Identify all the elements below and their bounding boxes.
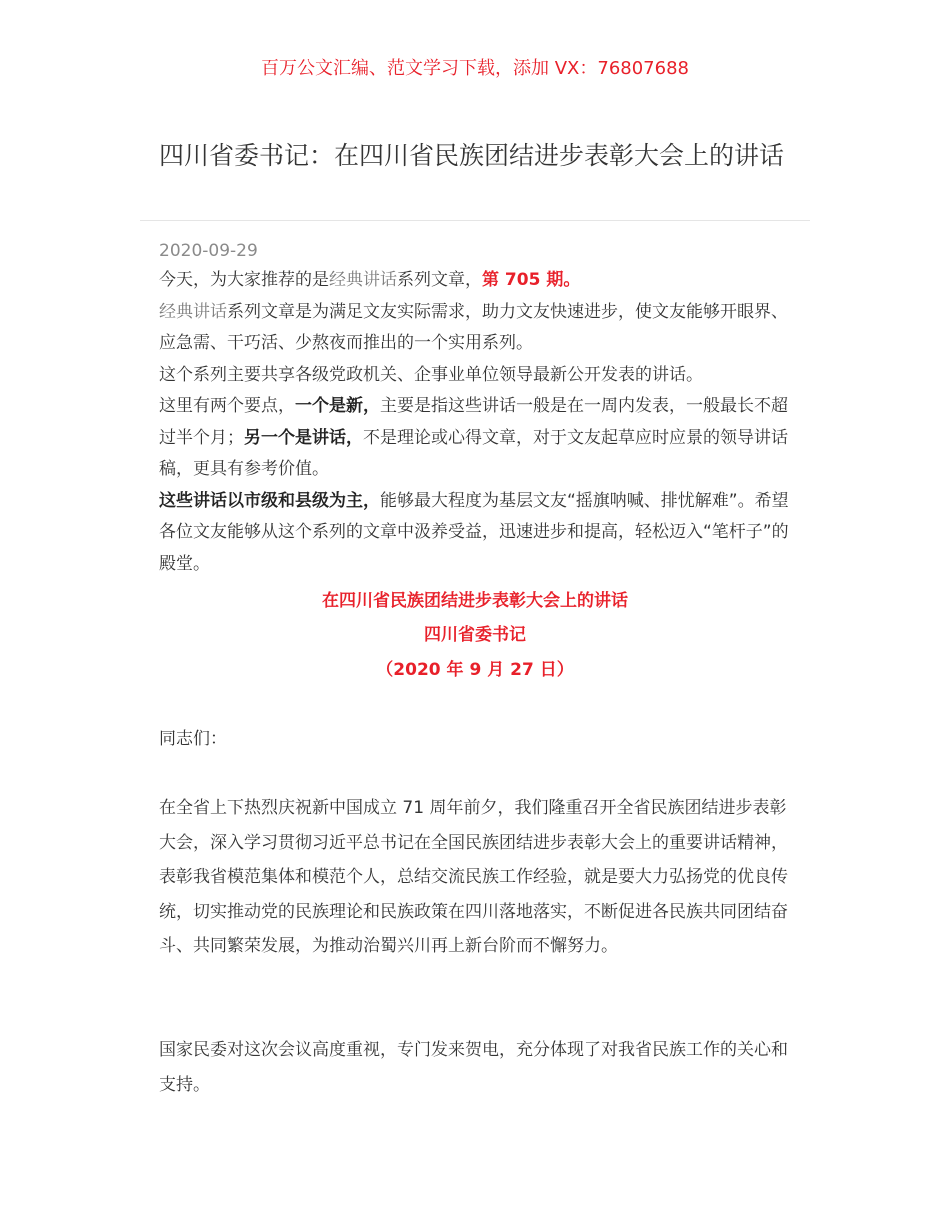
series-name: 经典讲话 — [159, 301, 227, 322]
article-date: 2020-09-29 — [159, 241, 258, 261]
key-point: 这些讲话以市级和县级为主， — [159, 490, 380, 511]
intro-paragraph — [159, 391, 799, 486]
series-name: 经典讲话 — [329, 270, 397, 290]
intro-text: 系列文章， — [397, 270, 482, 290]
intro-text: 主要是指这些讲话一般是在一周内发表，一般最长不超过半个月； — [159, 396, 788, 448]
key-point: 另一个是讲话， — [244, 427, 363, 448]
series-intro — [159, 265, 799, 580]
intro-text: 系列文章是为满足文友实际需求，助力文友快速进步，使文友能够开眼界、应急需、干巧活、少熬夜而推出的一个实用系列。 — [159, 301, 788, 353]
intro-paragraph — [159, 297, 799, 360]
key-point: 一个是新， — [295, 396, 380, 416]
intro-text: 不是理论或心得文章，对于文友起草应时应景的领导讲话稿，更具有参考价值。 — [159, 427, 788, 479]
intro-text: 能够最大程度为基层文友“摇旗呐喊、排忧解难”。希望各位文友能够从这个系列的文章中汲养受益，迅速进步和提高，轻松迈入“笔杆子”的殿堂。 — [159, 490, 789, 574]
article-title: 四川省委书记：在四川省民族团结进步表彰大会上的讲话 — [159, 141, 785, 170]
title-divider — [140, 220, 810, 221]
intro-paragraph — [159, 265, 799, 297]
intro-paragraph — [159, 486, 799, 581]
speech-title: 在四川省民族团结进步表彰大会上的讲话 — [322, 591, 628, 611]
speech-speaker: 四川省委书记 — [424, 625, 526, 645]
speech-paragraph: 在全省上下热烈庆祝新中国成立 71 周年前夕，我们隆重召开全省民族团结进步表彰大会，深入学习贯彻习近平总书记在全国民族团结进步表彰大会上的重要讲话精神，表彰我省模范集体和模范个人，总结交流民族工作经验，就是要大力弘扬党的优良传统，切实推动党的民族理论和民族政策在四川落地落实，不断促进各民族共同团结奋斗、共同繁荣发展，为推动治蜀兴川再上新台阶而不懈努力。 — [159, 798, 788, 956]
issue-number: 第 705 期。 — [482, 270, 581, 290]
intro-paragraph: 这个系列主要共享各级党政机关、企事业单位领导最新公开发表的讲话。 — [159, 364, 703, 385]
promo-banner: 百万公文汇编、范文学习下载，添加 VX：76807688 — [261, 58, 689, 79]
salutation: 同志们： — [159, 729, 227, 749]
intro-text: 今天，为大家推荐的是 — [159, 270, 329, 290]
speech-paragraph: 国家民委对这次会议高度重视，专门发来贺电，充分体现了对我省民族工作的关心和支持。 — [159, 1040, 788, 1095]
speech-date: （2020 年 9 月 27 日） — [376, 660, 574, 680]
intro-text: 这里有两个要点， — [159, 396, 295, 416]
